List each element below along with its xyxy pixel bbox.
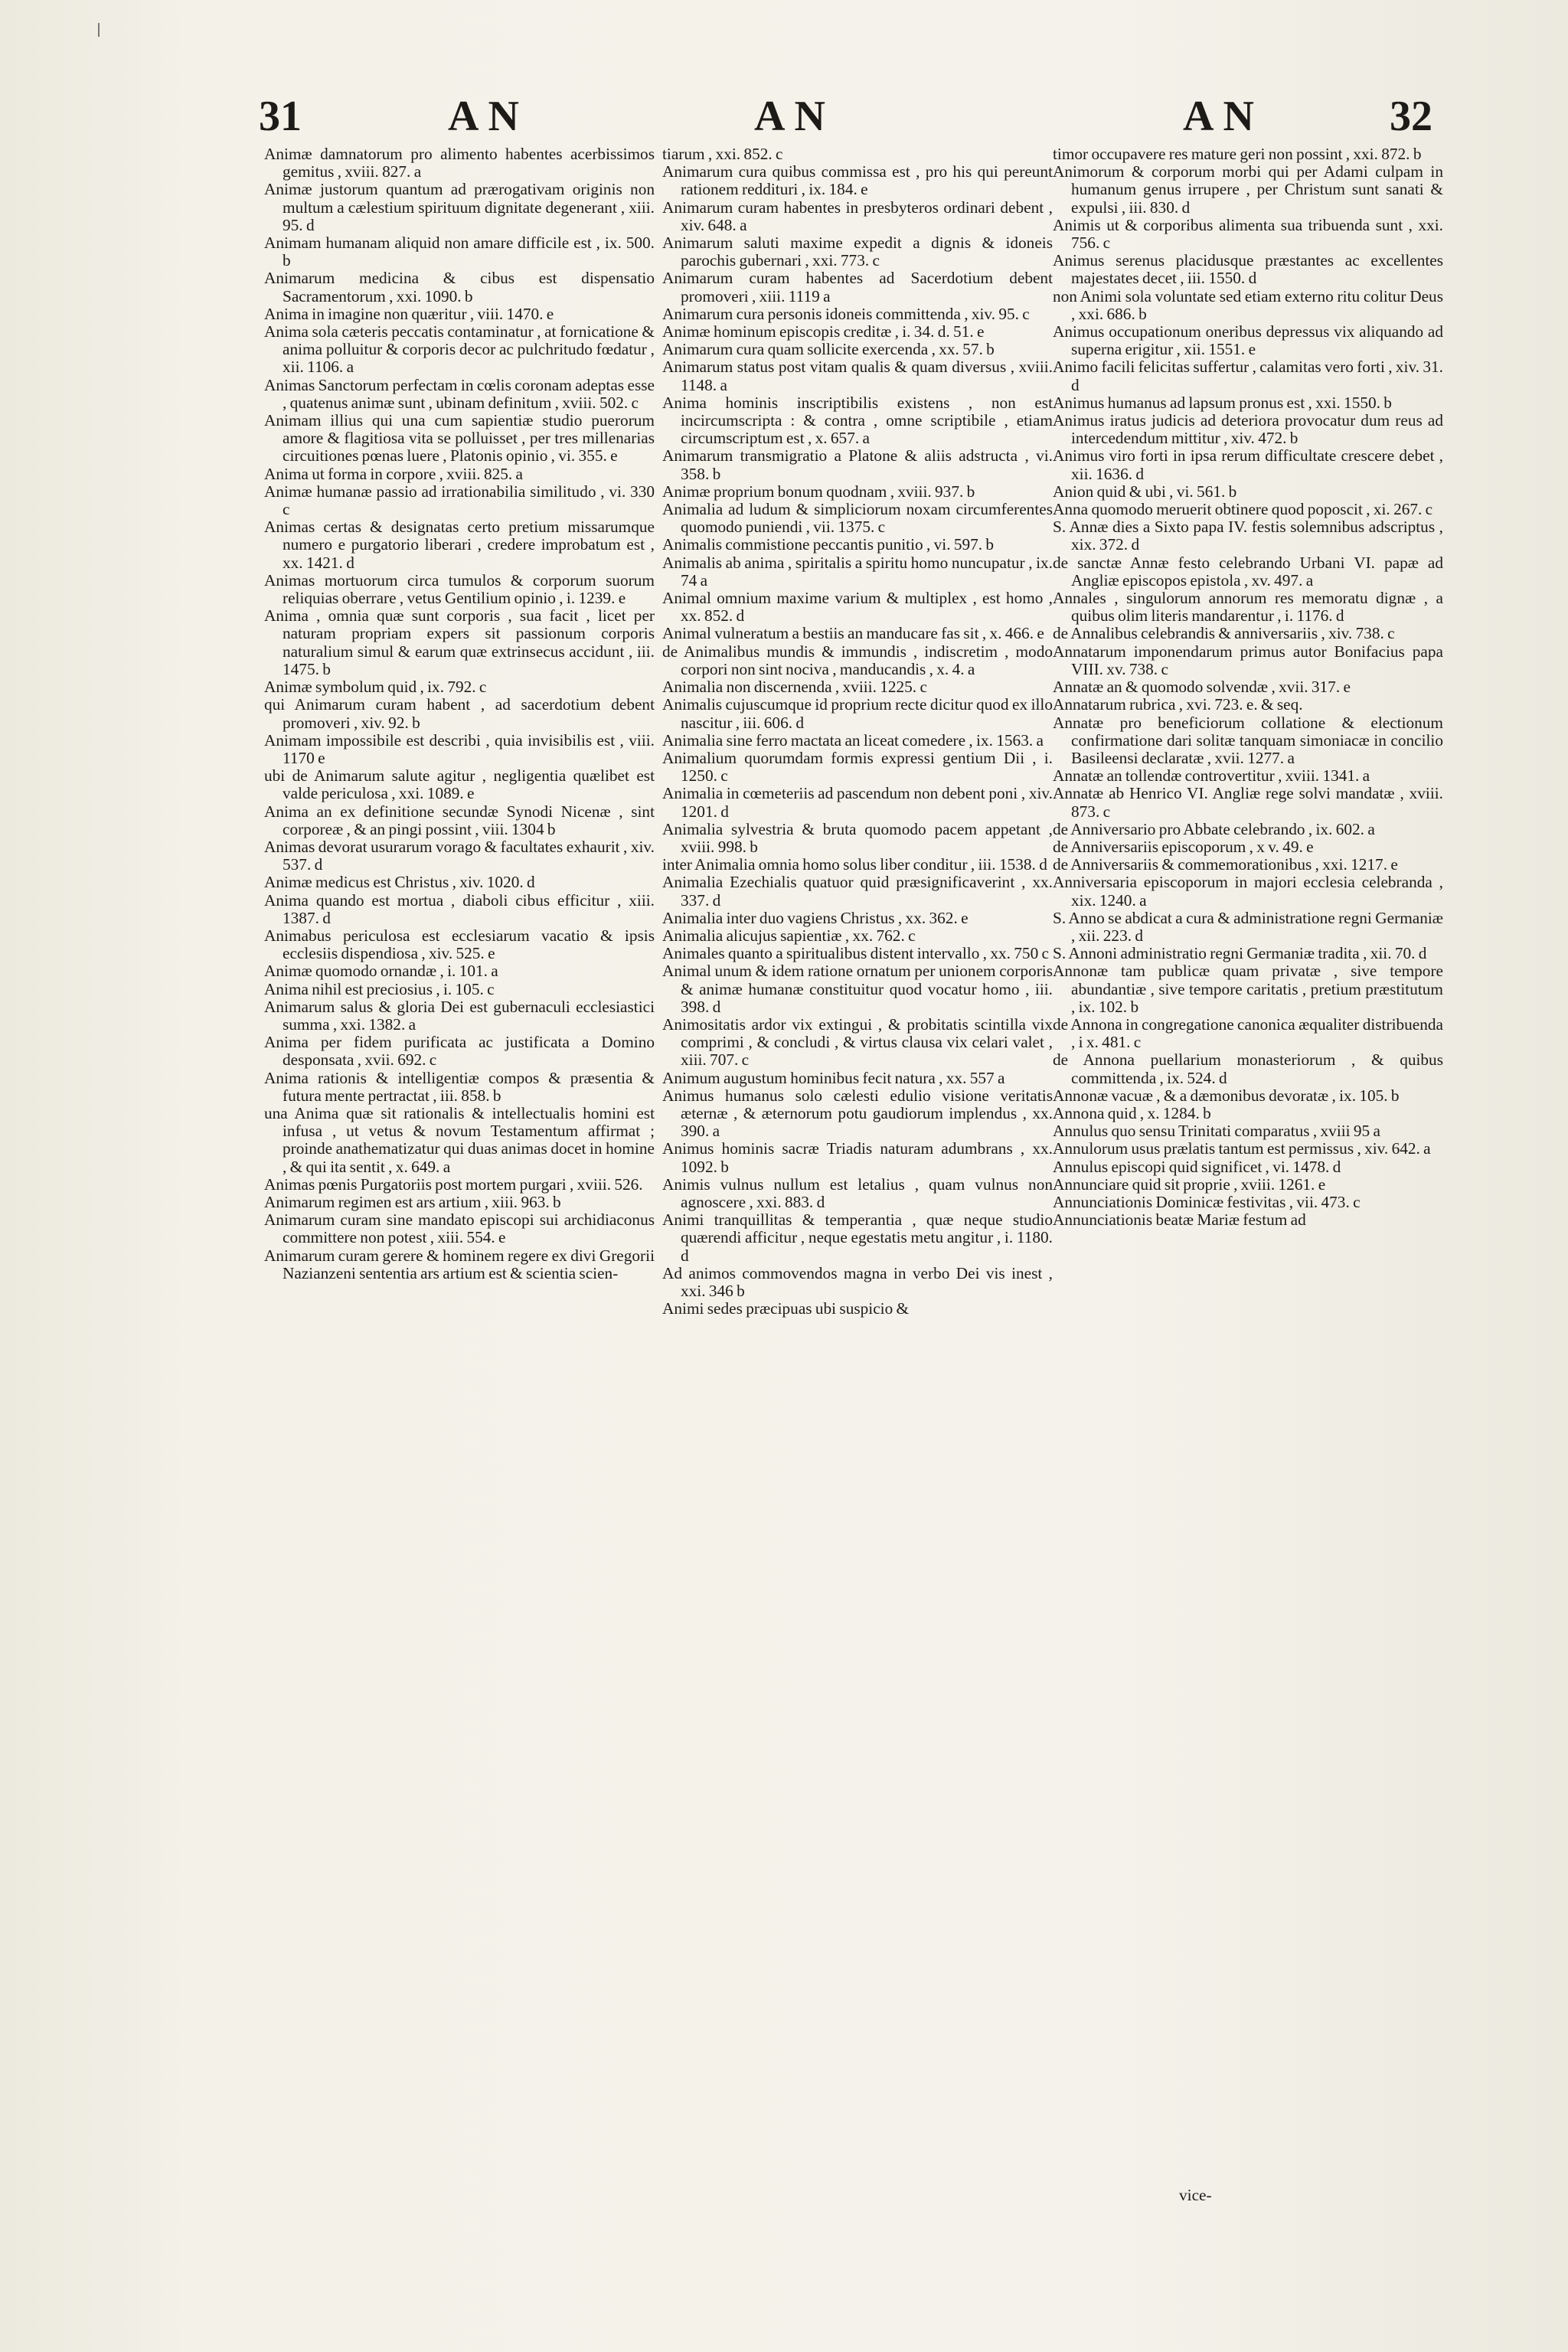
index-entry: Animalium quorumdam formis expressi gentium Dii , i. 1250. c xyxy=(662,748,1053,786)
index-entry: Animalia sine ferro mactata an liceat comedere , ix. 1563. a xyxy=(662,730,1044,750)
index-entry: Animas mortuorum circa tumulos & corporum suorum reliquias oberrare , vetus Gentilium opinio , i. 1239. e xyxy=(264,570,655,608)
index-entry: Annatæ pro beneficiorum collatione & electionum confirmatione dari solitæ tanquam simoniacæ in concilio Basileensi declaratæ , xvii. 1277. a xyxy=(1053,713,1443,767)
index-entry: Animæ symbolum quid , ix. 792. c xyxy=(264,678,487,697)
index-entry: Animas Sanctorum perfectam in cœlis coronam adeptas esse , quatenus animæ sunt , ubinam definitum , xviii. 502. c xyxy=(264,375,655,412)
headword-left: AN xyxy=(448,93,528,140)
index-entry: Animarum curam habentes in presbyteros ordinari debent , xiv. 648. a xyxy=(662,198,1053,234)
index-entry: Animabus periculosa est ecclesiarum vacatio & ipsis ecclesiis dispendiosa , xiv. 525. e xyxy=(264,926,655,963)
index-entry: Annatæ an tollendæ controvertitur , xviii. 1341. a xyxy=(1053,766,1370,786)
index-entry: qui Animarum curam habent , ad sacerdotium debent promoveri , xiv. 92. b xyxy=(264,695,655,732)
index-entry: Annulorum usus prælatis tantum est permissus , xiv. 642. a xyxy=(1053,1139,1431,1158)
index-entry: Annunciationis Dominicæ festivitas , vii. 473. c xyxy=(1053,1192,1361,1211)
catchword: vice- xyxy=(1179,2186,1212,2204)
index-entry: Animalia Ezechialis quatuor quid præsignificaverint , xx. 337. d xyxy=(662,873,1053,910)
margin-mark xyxy=(98,23,100,37)
index-entry: S. Annæ dies a Sixto papa IV. festis solemnibus adscriptus , xix. 372. d xyxy=(1053,518,1443,554)
index-entry: Animarum medicina & cibus est dispensatio Sacramentorum , xxi. 1090. b xyxy=(264,269,655,305)
index-entry: Animalis cujuscumque id proprium recte dicitur quod ex illo nascitur , iii. 606. d xyxy=(662,695,1053,732)
index-entry: Anima , omnia quæ sunt corporis , sua facit , licet per naturam propriam expers sit passionum corporis naturalium simul & earum quæ extrinsecus accidunt , iii. 1475. b xyxy=(264,606,655,678)
index-entry: Animæ hominum episcopis creditæ , i. 34. d. 51. e xyxy=(662,322,985,341)
index-entry: Annatarum rubrica , xvi. 723. e. & seq. xyxy=(1053,695,1303,714)
index-entry: Anima nihil est preciosius , i. 105. c xyxy=(264,979,495,998)
index-entry: tiarum , xxi. 852. c xyxy=(662,145,783,163)
index-entry: Animalia ad ludum & simpliciorum noxam circumferentes quomodo puniendi , vii. 1375. c xyxy=(662,500,1053,537)
index-entry: Animus humanus ad lapsum pronus est , xxi. 1550. b xyxy=(1053,393,1392,412)
index-entry: Animus iratus judicis ad deteriora provocatur dum reus ad intercedendum mittitur , xiv. 472. b xyxy=(1053,411,1443,448)
index-entry: Animæ medicus est Christus , xiv. 1020. d xyxy=(264,873,535,892)
index-entry: de Annona in congregatione canonica æqualiter distribuenda , i x. 481. c xyxy=(1053,1014,1443,1052)
headword-middle: AN xyxy=(754,93,835,140)
index-entry: Animus occupationum oneribus depressus vix aliquando ad superna erigitur , xii. 1551. e xyxy=(1053,322,1443,359)
index-entry: Annonæ vacuæ , & a dæmonibus devoratæ , ix. 105. b xyxy=(1053,1086,1400,1105)
index-entry: de Annona puellarium monasteriorum , & quibus committenda , ix. 524. d xyxy=(1053,1050,1443,1087)
index-entry: Animum augustum hominibus fecit natura , xx. 557 a xyxy=(662,1068,1005,1087)
index-entry: Animus hominis sacræ Triadis naturam adumbrans , xx. 1092. b xyxy=(662,1139,1053,1176)
index-entry: Animis ut & corporibus alimenta sua tribuenda sunt , xxi. 756. c xyxy=(1053,215,1443,253)
index-entry: Animarum saluti maxime expedit a dignis & idoneis parochis gubernari , xxi. 773. c xyxy=(662,234,1053,270)
index-entry: Animam humanam aliquid non amare difficile est , ix. 500. b xyxy=(264,234,655,270)
index-entry: Animæ humanæ passio ad irrationabilia similitudo , vi. 330 c xyxy=(264,482,655,519)
index-entry: Animis vulnus nullum est letalius , quam vulnus non agnoscere , xxi. 883. d xyxy=(662,1174,1053,1211)
index-entry: Annona quid , x. 1284. b xyxy=(1053,1103,1211,1122)
index-entry: Animæ quomodo ornandæ , i. 101. a xyxy=(264,962,498,981)
index-entry: Annulus quo sensu Trinitati comparatus , xviii 95 a xyxy=(1053,1122,1380,1141)
index-entry: ubi de Animarum salute agitur , negligentia quælibet est valde periculosa , xxi. 1089. e xyxy=(264,766,655,803)
index-entry: timor occupavere res mature geri non possint , xxi. 872. b xyxy=(1053,145,1422,163)
index-entry: inter Animalia omnia homo solus liber conditur , iii. 1538. d xyxy=(662,855,1047,874)
index-entry: Animas certas & designatas certo pretium missarumque numero e purgatorio liberari , credere improbatum est , xx. 1421. d xyxy=(264,518,655,572)
index-entry: Anima sola cæteris peccatis contaminatur , at fornicatione & anima polluitur & corporis decor ac pulchritudo fœdatur , xii. 1106. a xyxy=(264,322,655,377)
index-entry: Annatæ ab Henrico VI. Angliæ rege solvi mandatæ , xviii. 873. c xyxy=(1053,784,1443,821)
index-entry: Animus serenus placidusque præstantes ac excellentes majestates decet , iii. 1550. d xyxy=(1053,251,1443,288)
index-entry: Animæ justorum quantum ad prærogativam originis non multum a cælestium spirituum dignitate degenerant , xiii. 95. d xyxy=(264,180,655,234)
index-entry: Anima ut forma in corpore , xviii. 825. a xyxy=(264,464,523,483)
index-entry: Animositatis ardor vix extingui , & probitatis scintilla vix comprimi , & concludi , & virtus clausa vix celari valet , xiii. 707. c xyxy=(662,1014,1053,1070)
index-entry: Annales , singulorum annorum res memoratu dignæ , a quibus olim literis mandarentur , i. 1176. d xyxy=(1053,589,1443,626)
index-entry: Animalis ab anima , spiritalis a spiritu homo nuncupatur , ix. 74 a xyxy=(662,553,1053,590)
index-entry: Animarum salus & gloria Dei est gubernaculi ecclesiastici summa , xxi. 1382. a xyxy=(264,997,655,1034)
index-entry: Anna quomodo meruerit obtinere quod poposcit , xi. 267. c xyxy=(1053,500,1433,519)
index-entry: Animi tranquillitas & temperantia , quæ neque studio quærendi afficitur , neque egestatis metu angitur , i. 1180. d xyxy=(662,1210,1053,1265)
index-entry: Animarum regimen est ars artium , xiii. 963. b xyxy=(264,1192,561,1211)
page-number-right: 32 xyxy=(1390,93,1432,140)
index-entry: Animales quanto a spiritualibus distent intervallo , xx. 750 c xyxy=(662,944,1049,963)
index-entry: Annonæ tam publicæ quam privatæ , sive tempore abundantiæ , sive tempore caritatis , pretium præstitutum , ix. 102. b xyxy=(1053,962,1443,1016)
index-column-1 xyxy=(264,145,655,2350)
index-entry: Animæ damnatorum pro alimento habentes acerbissimos gemitus , xviii. 827. a xyxy=(264,145,655,181)
index-entry: Animi sedes præcipuas ubi suspicio & xyxy=(662,1299,910,1318)
index-entry: de Anniversariis episcoporum , x v. 49. e xyxy=(1053,837,1314,856)
index-entry: Animalis commistione peccantis punitio , vi. 597. b xyxy=(662,535,995,554)
index-column-3 xyxy=(1053,145,1443,2350)
index-entry: de Annalibus celebrandis & anniversariis , xiv. 738. c xyxy=(1053,624,1395,643)
index-entry: Animalia in cœmeteriis ad pascendum non debent poni , xiv. 1201. d xyxy=(662,784,1053,821)
index-entry: Anima per fidem purificata ac justificata a Domino desponsata , xvii. 692. c xyxy=(264,1033,655,1070)
index-entry: Animalia inter duo vagiens Christus , xx. 362. e xyxy=(662,908,969,927)
index-entry: non Animi sola voluntate sed etiam externo ritu colitur Deus , xxi. 686. b xyxy=(1053,286,1443,323)
index-entry: Animas pœnis Purgatoriis post mortem purgari , xviii. 526. xyxy=(264,1174,643,1194)
index-entry: Animorum & corporum morbi qui per Adami culpam in humanum genus irrupere , per Christum sunt sanati & expulsi , iii. 830. d xyxy=(1053,162,1443,217)
index-entry: Animal vulneratum a bestiis an manducare fas sit , x. 466. e xyxy=(662,624,1044,643)
index-entry: una Anima quæ sit rationalis & intellectualis homini est infusa , ut vetus & novum Testamentum affirmat ; proinde anathematizatur qui duas animas docet in homine , & qui ita sentit , x. 649. a xyxy=(264,1103,655,1176)
index-entry: Animarum cura quam sollicite exercenda , xx. 57. b xyxy=(662,340,995,359)
index-entry: Animarum status post vitam qualis & quam diversus , xviii. 1148. a xyxy=(662,358,1053,394)
index-entry: Animam impossibile est describi , quia invisibilis est , viii. 1170 e xyxy=(264,730,655,767)
index-entry: Anima rationis & intelligentiæ compos & præsentia & futura mente pertractat , iii. 858. b xyxy=(264,1068,655,1105)
index-entry: Animam illius qui una cum sapientiæ studio puerorum amore & flagitiosa vita se polluisset , per tres millenarias circuitiones pœnas luere , Platonis opinio , vi. 355. e xyxy=(264,411,655,466)
index-entry: Animalia non discernenda , xviii. 1225. c xyxy=(662,678,927,697)
index-entry: Animal omnium maxime varium & multiplex , est homo , xx. 852. d xyxy=(662,589,1053,626)
index-entry: Animarum curam habentes ad Sacerdotium debent promoveri , xiii. 1119 a xyxy=(662,269,1053,305)
index-entry: Animæ proprium bonum quodnam , xviii. 937. b xyxy=(662,482,975,501)
index-entry: Anniversaria episcoporum in majori ecclesia celebranda , xix. 1240. a xyxy=(1053,873,1443,910)
page-number-left: 31 xyxy=(259,93,302,140)
index-entry: Anima hominis inscriptibilis existens , non est incircumscripta : & contra , omne scriptibile , etiam circumscriptum est , x. 657. a xyxy=(662,393,1053,448)
index-entry: Ad animos commovendos magna in verbo Dei vis inest , xxi. 346 b xyxy=(662,1263,1053,1300)
index-column-2 xyxy=(662,145,1053,2350)
index-entry: Animus viro forti in ipsa rerum difficultate crescere debet , xii. 1636. d xyxy=(1053,446,1443,483)
index-entry: Animarum cura quibus commissa est , pro his qui pereunt rationem reddituri , ix. 184. e xyxy=(662,162,1053,199)
index-entry: Animarum cura personis idoneis committenda , xiv. 95. c xyxy=(662,304,1030,323)
index-entry: Annulus episcopi quid significet , vi. 1478. d xyxy=(1053,1157,1341,1176)
index-entry: Anion quid & ubi , vi. 561. b xyxy=(1053,482,1237,501)
index-entry: Animarum transmigratio a Platone & aliis adstructa , vi. 358. b xyxy=(662,446,1053,483)
index-entry: Animo facili felicitas suffertur , calamitas vero forti , xiv. 31. d xyxy=(1053,358,1443,394)
index-entry: Anima an ex definitione secundæ Synodi Nicenæ , sint corporeæ , & an pingi possint , viii. 1304 b xyxy=(264,802,655,838)
index-entry: de Anniversario pro Abbate celebrando , ix. 602. a xyxy=(1053,819,1375,838)
index-entry: Animalia alicujus sapientiæ , xx. 762. c xyxy=(662,926,916,945)
index-entry: Anima in imagine non quæritur , viii. 1470. e xyxy=(264,304,554,323)
index-entry: Animarum curam gerere & hominem regere ex divi Gregorii Nazianzeni sententia ars artium est & scientia scien- xyxy=(264,1246,655,1282)
index-entry: Annunciare quid sit proprie , xviii. 1261. e xyxy=(1053,1174,1326,1194)
index-entry: de Anniversariis & commemorationibus , xxi. 1217. e xyxy=(1053,855,1398,874)
index-entry: S. Annoni administratio regni Germaniæ tradita , xii. 70. d xyxy=(1053,944,1427,963)
index-entry: Annatarum imponendarum primus autor Bonifacius papa VIII. xv. 738. c xyxy=(1053,642,1443,678)
headword-right: AN xyxy=(1183,93,1263,140)
index-entry: de sanctæ Annæ festo celebrando Urbani VI. papæ ad Angliæ episcopos epistola , xv. 497. a xyxy=(1053,553,1443,590)
index-entry: Annunciationis beatæ Mariæ festum ad xyxy=(1053,1210,1306,1230)
index-entry: de Animalibus mundis & immundis , indiscretim , modo corpori non sint nociva , manducandis , x. 4. a xyxy=(662,642,1053,678)
index-entry: Animus humanus solo cælesti edulio visione veritatis æternæ , & æternorum potu gaudiorum implendus , xx. 390. a xyxy=(662,1086,1053,1141)
index-entry: Anima quando est mortua , diaboli cibus efficitur , xiii. 1387. d xyxy=(264,890,655,927)
index-entry: Annatæ an & quomodo solvendæ , xvii. 317. e xyxy=(1053,678,1351,697)
index-entry: Animarum curam sine mandato episcopi sui archidiaconus committere non potest , xiii. 554. e xyxy=(264,1210,655,1247)
index-entry: Animalia sylvestria & bruta quomodo pacem appetant , xviii. 998. b xyxy=(662,819,1053,856)
index-entry: Animal unum & idem ratione ornatum per unionem corporis & animæ humanæ constituitur quod vocatur homo , iii. 398. d xyxy=(662,962,1053,1016)
index-entry: S. Anno se abdicat a cura & administratione regni Germaniæ , xii. 223. d xyxy=(1053,908,1443,945)
index-entry: Animas devorat usurarum vorago & facultates exhaurit , xiv. 537. d xyxy=(264,837,655,874)
